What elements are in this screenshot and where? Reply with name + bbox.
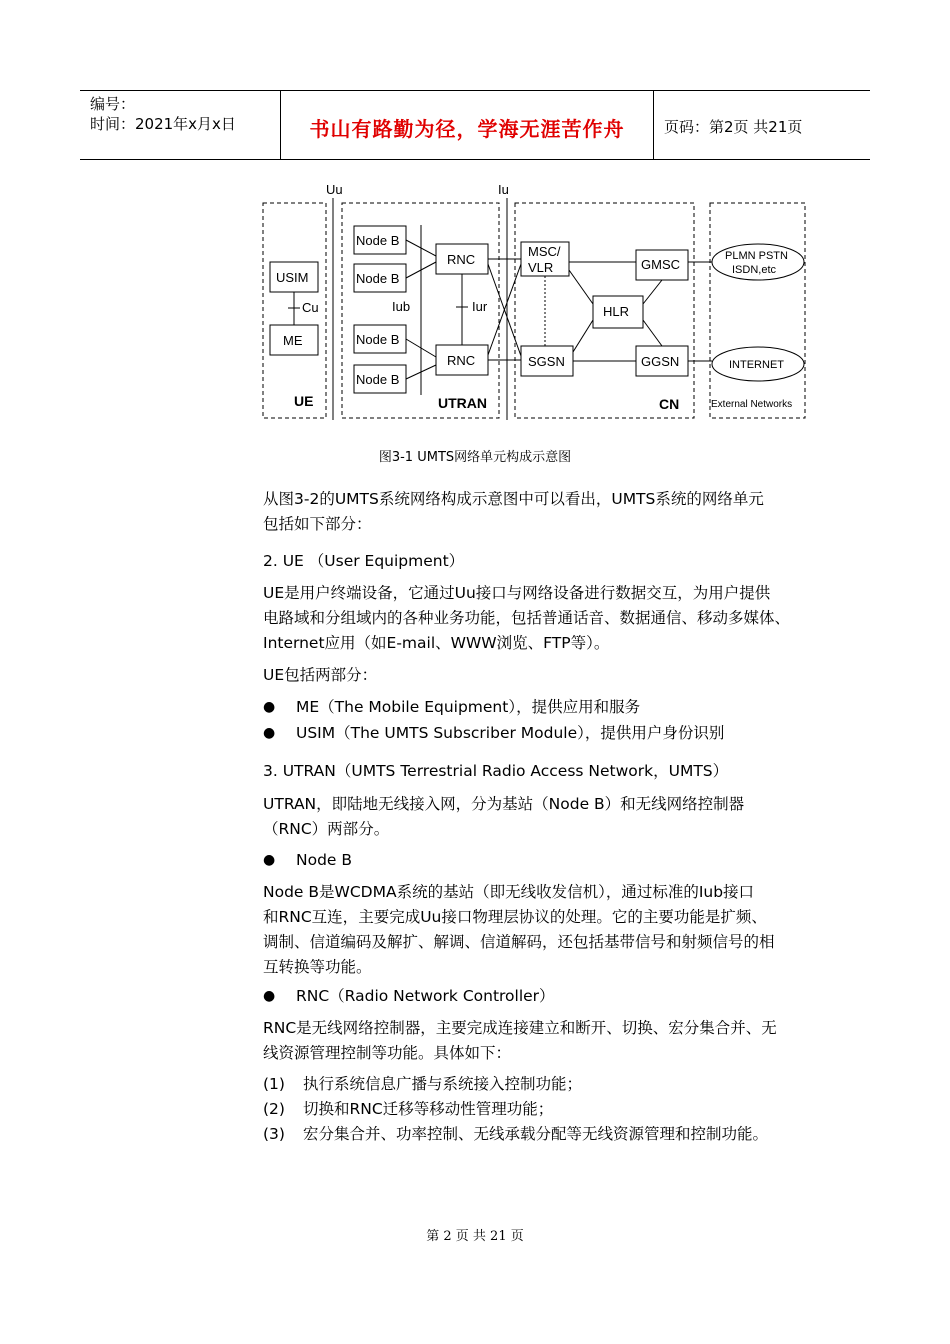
header-right-cell [654,91,870,159]
cn-region-label: CN [659,396,680,412]
item-text-2: 切换和RNC迁移等移动性管理功能； [303,1100,554,1118]
nodeb-label-2: Node B [356,271,400,286]
bullet-icon: ● [263,699,276,715]
document-header [80,90,870,160]
bullet-text-nodeb: Node B [296,851,353,869]
bullet-text-me: ME（The Mobile Equipment），提供应用和服务 [296,698,641,716]
ue-parts-line: UE包括两部分： [263,666,378,684]
rnc-paragraph-line-2: 线资源管理控制等功能。具体如下： [263,1044,512,1062]
utran-paragraph-line-1: UTRAN，即陆地无线接入网，分为基站（Node B）和无线网络控制器 [263,795,745,813]
intro-line-2: 包括如下部分： [263,515,372,533]
external-region [710,203,805,418]
header-left-cell [80,91,281,159]
header-middle-cell [281,91,654,159]
item-number-3: (3) [263,1125,285,1143]
hlr-label: HLR [603,304,630,319]
section-3-heading: 3. UTRAN（UMTS Terrestrial Radio Access Network，UMTS） [263,762,729,780]
external-region-label: External Networks [711,399,793,410]
uu-interface-label: Uu [326,182,343,197]
nodeb-paragraph-line-3: 调制、信道编码及解扩、解调、信道解码，还包括基带信号和射频信号的相 [263,933,775,951]
nodeb-paragraph-line-1: Node B是WCDMA系统的基站（即无线收发信机），通过标准的Iub接口 [263,883,755,901]
item-number-1: (1) [263,1075,285,1093]
nodeb-paragraph-line-4: 互转换等功能。 [263,958,372,976]
document-time-label: 时间：2021年x月x日 [90,115,236,133]
figure-caption: 图3-1 UMTS网络单元构成示意图 [378,450,572,465]
bullet-icon: ● [263,725,276,741]
internet-label: INTERNET [729,359,784,371]
cu-interface-label: Cu [302,300,319,315]
bullet-icon: ● [263,852,276,868]
header-motto: 书山有路勤为径，学海无涯苦作舟 [309,117,625,141]
intro-line-1: 从图3-2的UMTS系统网络构成示意图中可以看出，UMTS系统的网络单元 [263,490,764,508]
me-label: ME [283,333,303,348]
item-text-1: 执行系统信息广播与系统接入控制功能； [303,1075,583,1093]
ue-paragraph-line-1: UE是用户终端设备，它通过Uu接口与网络设备进行数据交互，为用户提供 [263,584,771,602]
msc-label-line1: MSC/ [528,244,561,259]
bullet-text-usim: USIM（The UMTS Subscriber Module），提供用户身份识别 [296,724,725,742]
bullet-text-rnc: RNC（Radio Network Controller） [296,987,555,1005]
iur-interface-label: Iur [472,299,488,314]
plmn-label-line1: PLMN PSTN [725,250,788,262]
page-footer: 第 2 页 共 21 页 [426,1229,524,1244]
plmn-label-line2: ISDN,etc [732,264,777,276]
utran-region-label: UTRAN [438,395,487,411]
umts-network-diagram [258,180,813,425]
ue-paragraph-line-2: 电路域和分组域内的各种业务功能，包括普通话音、数据通信、移动多媒体、 [263,609,791,627]
iub-interface-label: Iub [392,299,411,314]
nodeb-label-1: Node B [356,233,400,248]
gmsc-label: GMSC [641,257,680,272]
sgsn-label: SGSN [528,354,565,369]
iu-interface-label: Iu [498,182,509,197]
header-page-info: 页码：第2页 共21页 [664,118,803,136]
nodeb-paragraph-line-2: 和RNC互连，主要完成Uu接口物理层协议的处理。它的主要功能是扩频、 [263,908,767,926]
ue-paragraph-line-3: Internet应用（如E-mail、WWW浏览、FTP等）。 [263,634,610,652]
rnc-label-2: RNC [447,353,476,368]
item-number-2: (2) [263,1100,285,1118]
section-2-heading: 2. UE （User Equipment） [263,552,465,570]
nodeb-label-4: Node B [356,372,400,387]
document-number-label: 编号： [90,95,136,113]
utran-paragraph-line-2: （RNC）两部分。 [263,820,390,838]
bullet-icon: ● [263,988,276,1004]
nodeb-label-3: Node B [356,332,400,347]
ggsn-label: GGSN [641,354,680,369]
item-text-3: 宏分集合并、功率控制、无线承载分配等无线资源管理和控制功能。 [303,1125,769,1143]
ue-region-label: UE [294,393,314,409]
usim-label: USIM [276,270,309,285]
msc-label-line2: VLR [528,260,554,275]
rnc-paragraph-line-1: RNC是无线网络控制器，主要完成连接建立和断开、切换、宏分集合并、无 [263,1019,777,1037]
rnc-label-1: RNC [447,252,476,267]
